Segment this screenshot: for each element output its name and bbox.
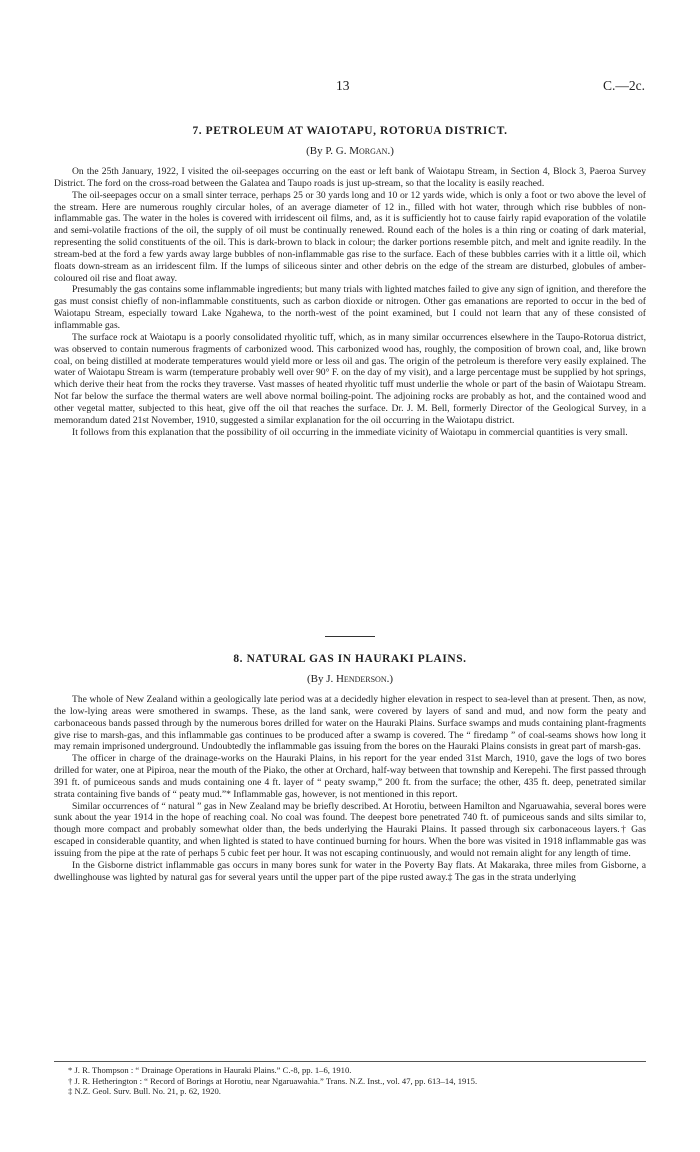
document-reference: C.—2c. — [603, 78, 645, 93]
section-petroleum-waiotapu — [54, 124, 646, 438]
author-byline: (By P. G. Morgan.) — [306, 145, 394, 157]
footnotes — [54, 1065, 646, 1097]
author-name: Morgan — [349, 145, 388, 157]
paragraph: Presumably the gas contains some inflammable ingredients; but many trials with lighted matches failed to give any sign of ignition, and therefore the gas must consist chiefly of non-inflammable constituents, such as carbon dioxide or nitrogen. Other gas emanations are reported to occur in the bed of Waiotapu Stream, especially toward Lake Ngahewa, to the north-west of the point examined, but I could not learn that any of these consisted of inflammable gas. — [54, 284, 646, 331]
footnote: * J. R. Thompson : “ Drainage Operations in Hauraki Plains.” C.-8, pp. 1–6, 1910. — [68, 1065, 352, 1075]
paragraph: Similar occurrences of “ natural ” gas in New Zealand may be briefly described. At Horotiu, between Hamilton and Ngaruawahia, several bores were sunk about the year 1914 in the hope of reaching coal. No coal was found. The deepest bore penetrated 740 ft. of pumiceous sands and silts similar to, though more compact and probably somewhat older than, the beds underlying the Hauraki Plains. It passed through six carbonaceous layers.† Gas escaped in considerable quantity, and when lighted is stated to have continued burning for hours. When the bore was visited in 1918 inflammable gas was issuing from the pipe at the rate of perhaps 5 cubic feet per hour. It was not escaping continuously, and would not remain alight for any length of time. — [54, 800, 646, 859]
page-header — [0, 78, 700, 96]
paragraph: The surface rock at Waiotapu is a poorly consolidated rhyolitic tuff, which, as in many similar occurrences elsewhere in the Taupo-Rotorua district, was observed to contain numerous fragments of carbonized wood. This carbonized wood has, roughly, the composition of brown coal, and, like brown coal, on being distilled at moderate temperatures would yield more or less oil and gas. The origin of the petroleum is therefore very easily explained. The water of Waiotapu Stream is warm (temperature probably well over 90° F. on the day of my visit), and a large percentage must be supplied by hot springs, which derive their heat from the rocks they traverse. Vast masses of heated rhyolitic tuff must underlie the whole or part of the basin of Waiotapu Stream. Not far below the surface the thermal waters are well above normal boiling-point. The adjoining rocks are probably as hot, and the contained wood and other vegetal matter, subjected to this heat, give off the oil that reaches the surface. Dr. J. M. Bell, formerly Director of the Geological Survey, in a memorandum dated 21st November, 1910, suggested a similar explanation for the oil occurring in the Waiotapu district. — [54, 331, 646, 426]
footnote: † J. R. Hetherington : “ Record of Borings at Horotiu, near Ngaruawahia.” Trans. N.Z. Inst., vol. 47, pp. 613–14, 1915. — [68, 1075, 478, 1086]
paragraph: The whole of New Zealand within a geologically late period was at a decidedly higher elevation in respect to sea-level than at present. Then, as now, the low-lying areas were smothered in swamps. These, as the land sank, were covered by layers of sand and mud, and now form the peaty and carbonaceous bands passed through by the numerous bores drilled for water on the Hauraki Plains. Surface swamps and muds containing plant-fragments give rise to marsh-gas, and this inflammable gas continues to be produced after a swamp is covered. The “ firedamp ” of coal-seams shows how long it may remain imprisoned underground. Undoubtedly the inflammable gas issuing from the bores on the Hauraki Plains consists in great part of marsh-gas. — [54, 694, 646, 753]
paragraph: On the 25th January, 1922, I visited the oil-seepages occurring on the east or left bank of Waiotapu Stream, in Section 4, Block 3, Paeroa Survey District. The ford on the cross-road between the Galatea and Taupo roads is just up-stream, so that the locality is easily reached. — [54, 166, 646, 189]
section-natural-gas-hauraki — [54, 652, 646, 884]
page-number: 13 — [336, 78, 350, 93]
footnote-divider — [54, 1061, 646, 1062]
footnote: ‡ N.Z. Geol. Surv. Bull. No. 21, p. 62, 1920. — [68, 1086, 221, 1097]
paragraph: In the Gisborne district inflammable gas occurs in many bores sunk for water in the Poverty Bay flats. At Makaraka, three miles from Gisborne, a dwellinghouse was lighted by natural gas for several years until the upper part of the pipe rusted away.‡ The gas in the strata underlying — [54, 859, 646, 883]
author-name: Henderson — [335, 673, 387, 685]
paragraph: The officer in charge of the drainage-works on the Hauraki Plains, in his report for the year ended 31st March, 1910, gave the logs of two bores drilled for water, one at Pipiroa, near the mouth of the Piako, the other at Orchard, half-way between that township and Kerepehi. The first passed through 391 ft. of pumiceous sands and muds containing one 4 ft. layer of “ peaty swamp,” 200 ft. from the surface; the other, 435 ft. deep, penetrated similar strata containing five bands of “ peaty mud.”* Inflammable gas, however, is not mentioned in this report. — [54, 753, 646, 800]
section-title: 8. NATURAL GAS IN HAURAKI PLAINS. — [233, 653, 467, 665]
paragraph: It follows from this explanation that the possibility of oil occurring in the immediate vicinity of Waiotapu in commercial quantities is very small. — [72, 426, 628, 438]
author-byline: (By J. Henderson.) — [306, 673, 394, 685]
section-title: 7. PETROLEUM AT WAIOTAPU, ROTORUA DISTRICT. — [192, 125, 508, 137]
section-divider — [325, 636, 375, 637]
paragraph: The oil-seepages occur on a small sinter terrace, perhaps 25 or 30 yards long and 10 or 12 yards wide, which is only a foot or two above the level of the stream. Here are numerous roughly circular holes, of an average diameter of 12 in., filled with hot water, through which rise bubbles of non-inflammable gas. The water in the holes is covered with irridescent oil films, and, as it is sufficiently hot to cause fairly rapid evaporation of the volatile and semi-volatile fractions of the oil, the supply of oil must be continually renewed. Round each of the holes is a thin ring or coating of dark material, representing the solid constituents of the oil. This is dark-brown to black in colour; the darker portions resemble pitch, and melt and ignite readily. In the stream-bed at the ford a few yards away large bubbles of non-inflammable gas rise to the surface. Each of these bubbles carries with it a little oil, which floats down-stream as an irridescent film. If the lumps of siliceous sinter and other debris on the edge of the stream are disturbed, globules of amber-coloured oil rise and float away. — [54, 189, 646, 284]
